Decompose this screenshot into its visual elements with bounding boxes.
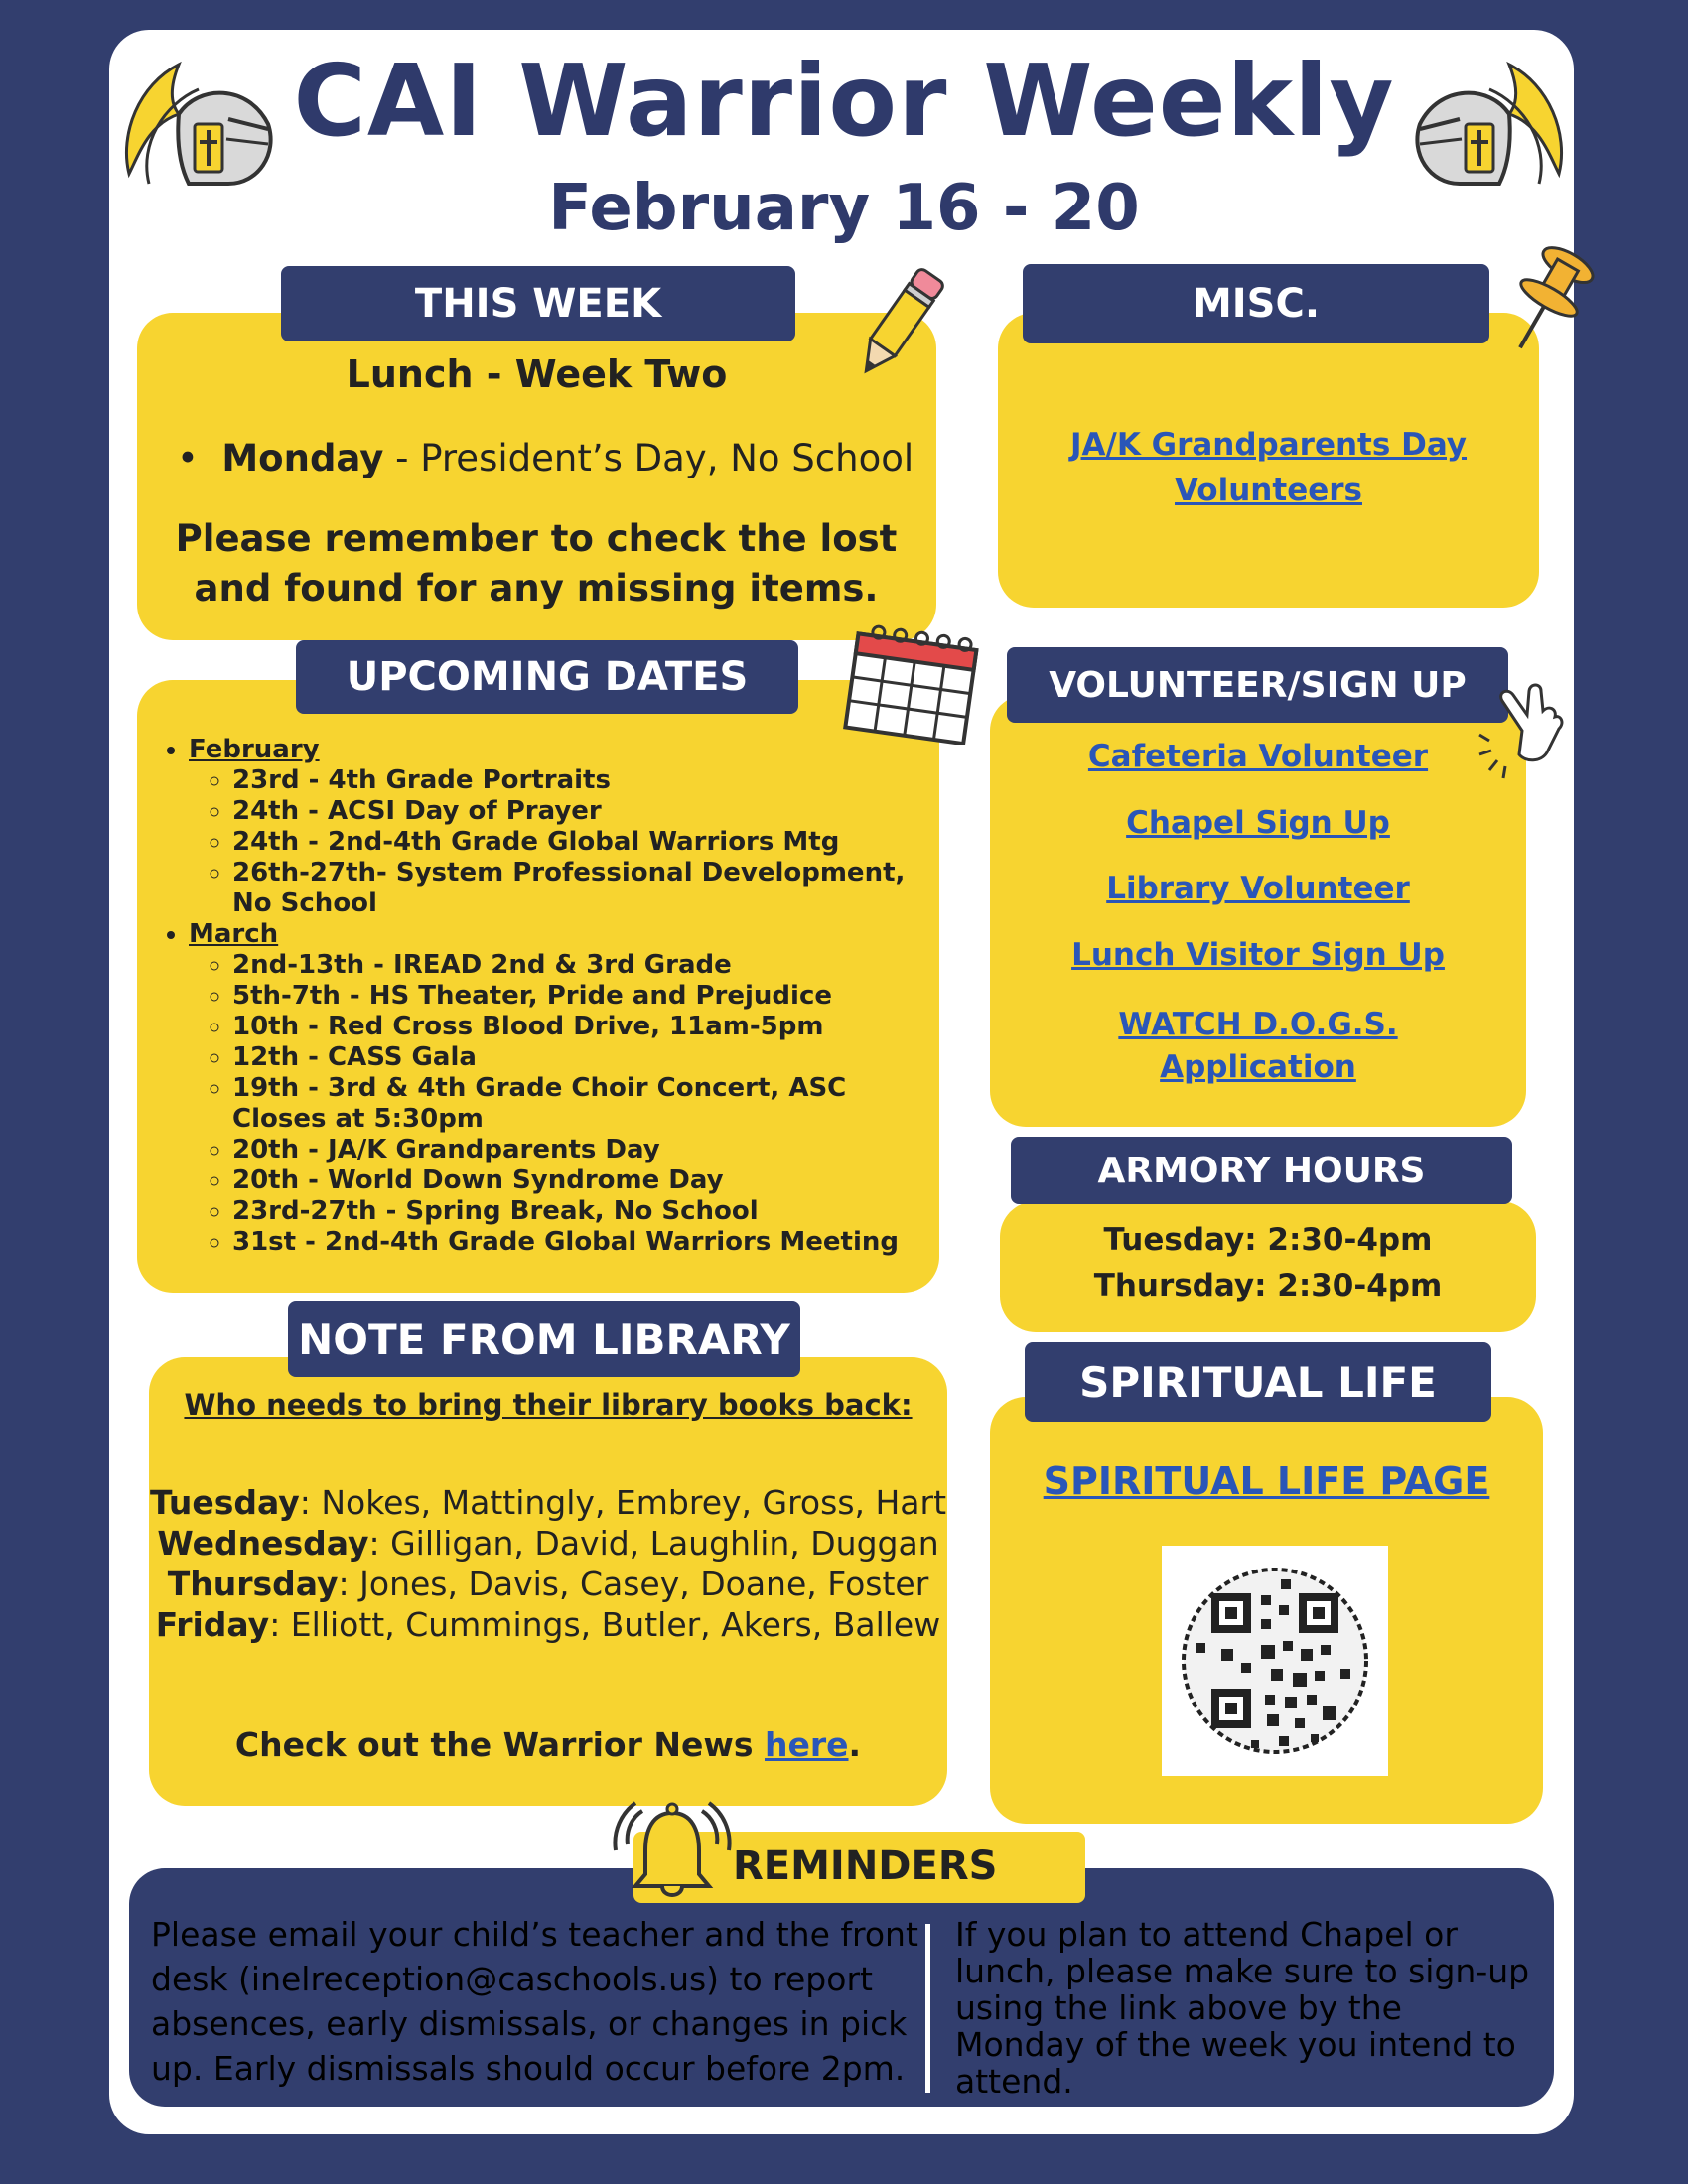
lost-and-found-reminder: Please remember to check the lost and found for any missing items.	[175, 517, 898, 610]
lunch-week-label: Lunch - Week Two	[346, 352, 728, 396]
upcoming-dates-list	[141, 735, 935, 1258]
warrior-news-prefix: Check out the Warrior News	[234, 1725, 765, 1764]
upcoming-dates-heading: UPCOMING DATES	[296, 640, 798, 714]
library-day: Thursday	[167, 1565, 339, 1603]
date-item: ◦ 5th-7th - HS Theater, Pride and Prejudice	[232, 981, 935, 1012]
warrior-news-line	[149, 1725, 947, 1764]
grandparents-link-line1[interactable]: JA/K Grandparents Day	[1069, 427, 1468, 463]
library-day: Wednesday	[157, 1524, 369, 1563]
february-label: February	[189, 735, 320, 764]
date-item: ◦ 20th - World Down Syndrome Day	[232, 1165, 935, 1196]
library-day-row	[149, 1604, 947, 1645]
library-subheading: Who needs to bring their library books back:	[184, 1388, 913, 1422]
date-item: ◦ 26th-27th- System Professional Development, No School	[232, 858, 935, 919]
library-day-list	[149, 1482, 947, 1645]
date-item: ◦ 19th - 3rd & 4th Grade Choir Concert, ASC Closes at 5:30pm	[232, 1073, 935, 1135]
date-item: ◦ 20th - JA/K Grandparents Day	[232, 1135, 935, 1165]
library-volunteer-link[interactable]: Library Volunteer	[1106, 871, 1410, 906]
library-day-row	[149, 1564, 947, 1604]
armory-hours-list	[1000, 1217, 1536, 1308]
volunteer-heading: VOLUNTEER/SIGN UP	[1007, 647, 1508, 723]
spiritual-life-heading: SPIRITUAL LIFE	[1025, 1342, 1491, 1422]
monday-item	[177, 437, 931, 479]
reminders-heading: REMINDERS	[733, 1843, 998, 1889]
watch-dogs-link-line1[interactable]: WATCH D.O.G.S.	[1118, 1007, 1398, 1042]
date-range: February 16 - 20	[548, 172, 1140, 245]
date-item: ◦ 10th - Red Cross Blood Drive, 11am-5pm	[232, 1012, 935, 1042]
cafeteria-volunteer-link[interactable]: Cafeteria Volunteer	[1087, 739, 1429, 774]
qr-code-icon[interactable]	[1162, 1546, 1388, 1776]
library-day: Tuesday	[149, 1483, 300, 1522]
date-item: ◦ 2nd-13th - IREAD 2nd & 3rd Grade	[232, 950, 935, 981]
date-item: ◦ 24th - 2nd-4th Grade Global Warriors Mtg	[232, 827, 935, 858]
warrior-news-link[interactable]: here	[764, 1725, 849, 1764]
date-item: ◦ 12th - CASS Gala	[232, 1042, 935, 1073]
armory-hours-heading: ARMORY HOURS	[1011, 1137, 1512, 1204]
lunch-visitor-sign-up-link[interactable]: Lunch Visitor Sign Up	[1071, 937, 1445, 973]
spiritual-life-page-link[interactable]: SPIRITUAL LIFE PAGE	[1043, 1459, 1490, 1503]
watch-dogs-link-line2[interactable]: Application	[1160, 1049, 1356, 1085]
library-day-row	[149, 1523, 947, 1564]
library-names: : Jones, Davis, Casey, Doane, Foster	[338, 1565, 929, 1603]
misc-heading: MISC.	[1023, 264, 1489, 343]
armory-day: Thursday	[1093, 1268, 1255, 1303]
reminders-left-text: Please email your child’s teacher and the front desk (inelreception@caschools.us) to report absences, early dismissals, or changes in pick up. Early dismissals should occur before 2pm.	[151, 1915, 918, 2088]
armory-day: Tuesday	[1103, 1222, 1245, 1258]
newsletter-title: CAI Warrior Weekly	[293, 43, 1395, 159]
grandparents-link-line2[interactable]: Volunteers	[1175, 473, 1362, 508]
bullet: •	[177, 437, 222, 479]
calendar-icon	[832, 623, 987, 745]
february-items	[189, 765, 935, 919]
date-item: ◦ 23rd-27th - Spring Break, No School	[232, 1196, 935, 1227]
reminders-divider	[925, 1924, 930, 2093]
library-names: : Nokes, Mattingly, Embrey, Gross, Hart	[299, 1483, 947, 1522]
push-pin-icon	[1499, 238, 1599, 367]
chapel-sign-up-link[interactable]: Chapel Sign Up	[1126, 805, 1390, 841]
bell-icon	[608, 1795, 737, 1914]
reminders-right-text: If you plan to attend Chapel or lunch, please make sure to sign-up using the link above by the Monday of the week you intend to attend.	[955, 1915, 1530, 2101]
monday-day: Monday	[221, 437, 384, 479]
library-day-row	[149, 1482, 947, 1523]
armory-time: : 2:30-4pm	[1254, 1268, 1443, 1303]
date-item: ◦ 31st - 2nd-4th Grade Global Warriors Meeting	[232, 1227, 935, 1258]
march-label: March	[189, 919, 279, 949]
march-items	[189, 950, 935, 1258]
armory-time: : 2:30-4pm	[1244, 1222, 1433, 1258]
date-item: ◦ 24th - ACSI Day of Prayer	[232, 796, 935, 827]
date-item: ◦ 23rd - 4th Grade Portraits	[232, 765, 935, 796]
grandparents-day-link[interactable]	[998, 422, 1539, 513]
library-day: Friday	[155, 1605, 270, 1644]
library-note-heading: NOTE FROM LIBRARY	[288, 1301, 800, 1377]
dates-list	[141, 735, 935, 1258]
library-names: : Elliott, Cummings, Butler, Akers, Ballew	[269, 1605, 941, 1644]
this-week-heading: THIS WEEK	[281, 266, 795, 341]
library-names: : Gilligan, David, Laughlin, Duggan	[368, 1524, 939, 1563]
armory-hours-row	[1000, 1263, 1536, 1308]
warrior-news-suffix: .	[848, 1725, 862, 1764]
armory-hours-row	[1000, 1217, 1536, 1263]
monday-text: - President’s Day, No School	[383, 437, 914, 479]
